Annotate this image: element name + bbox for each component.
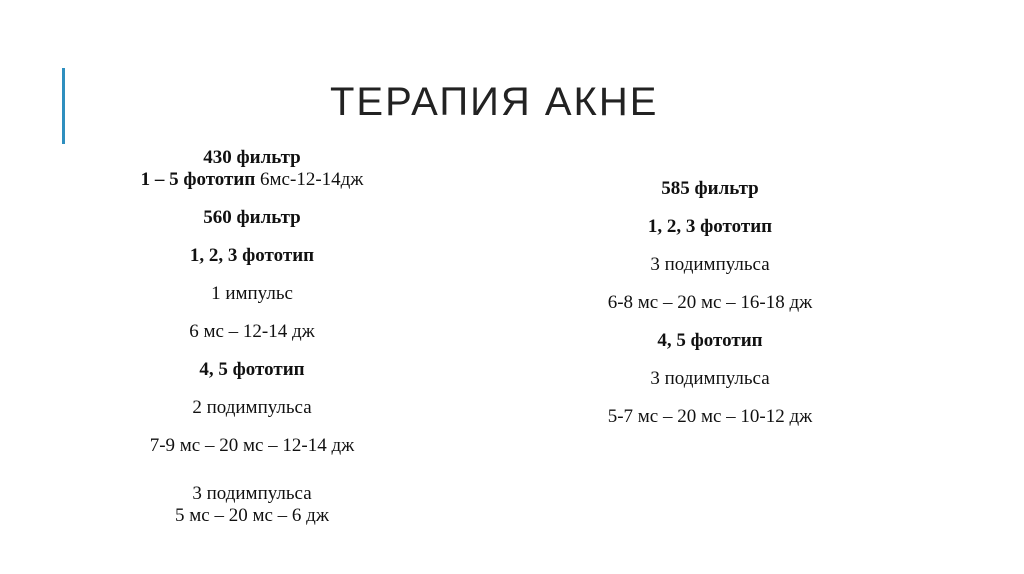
- filter-585-title: 585 фильтр: [661, 178, 759, 199]
- title-accent-bar: [62, 68, 65, 144]
- right-column: [560, 178, 860, 444]
- left-column: [82, 147, 422, 527]
- filter-560-title: 560 фильтр: [203, 207, 301, 228]
- filter-560-phototype-4-5: 4, 5 фототип: [199, 359, 305, 380]
- filter-560-pulse-2: 2 подимпульса: [192, 397, 312, 418]
- filter-560-params-1: 6 мс – 12-14 дж: [189, 321, 315, 342]
- filter-585-pulse-2: 3 подимпульса: [650, 368, 770, 389]
- filter-585-phototype-1-3: 1, 2, 3 фототип: [647, 216, 773, 237]
- filter-585-phototype-4-5: 4, 5 фототип: [657, 330, 763, 351]
- filter-430-settings: [82, 169, 422, 191]
- filter-560-pulse-3: 3 подимпульса: [192, 483, 312, 504]
- filter-585-params-2: 5-7 мс – 20 мс – 10-12 дж: [607, 406, 813, 427]
- filter-430-params: 6мс-12-14дж: [260, 169, 364, 190]
- filter-560-pulse-1: 1 импульс: [211, 283, 293, 304]
- filter-430-phototype: 1 – 5 фототип: [140, 169, 256, 190]
- filter-585-params-1: 6-8 мс – 20 мс – 16-18 дж: [607, 292, 813, 313]
- filter-560-params-2: 7-9 мс – 20 мс – 12-14 дж: [149, 435, 355, 456]
- filter-585-pulse-1: 3 подимпульса: [650, 254, 770, 275]
- filter-560-phototype-1-3: 1, 2, 3 фототип: [189, 245, 315, 266]
- filter-430-title: 430 фильтр: [203, 147, 301, 168]
- filter-560-params-3: 5 мс – 20 мс – 6 дж: [175, 505, 329, 526]
- slide-title: ТЕРАПИЯ АКНЕ: [330, 80, 659, 124]
